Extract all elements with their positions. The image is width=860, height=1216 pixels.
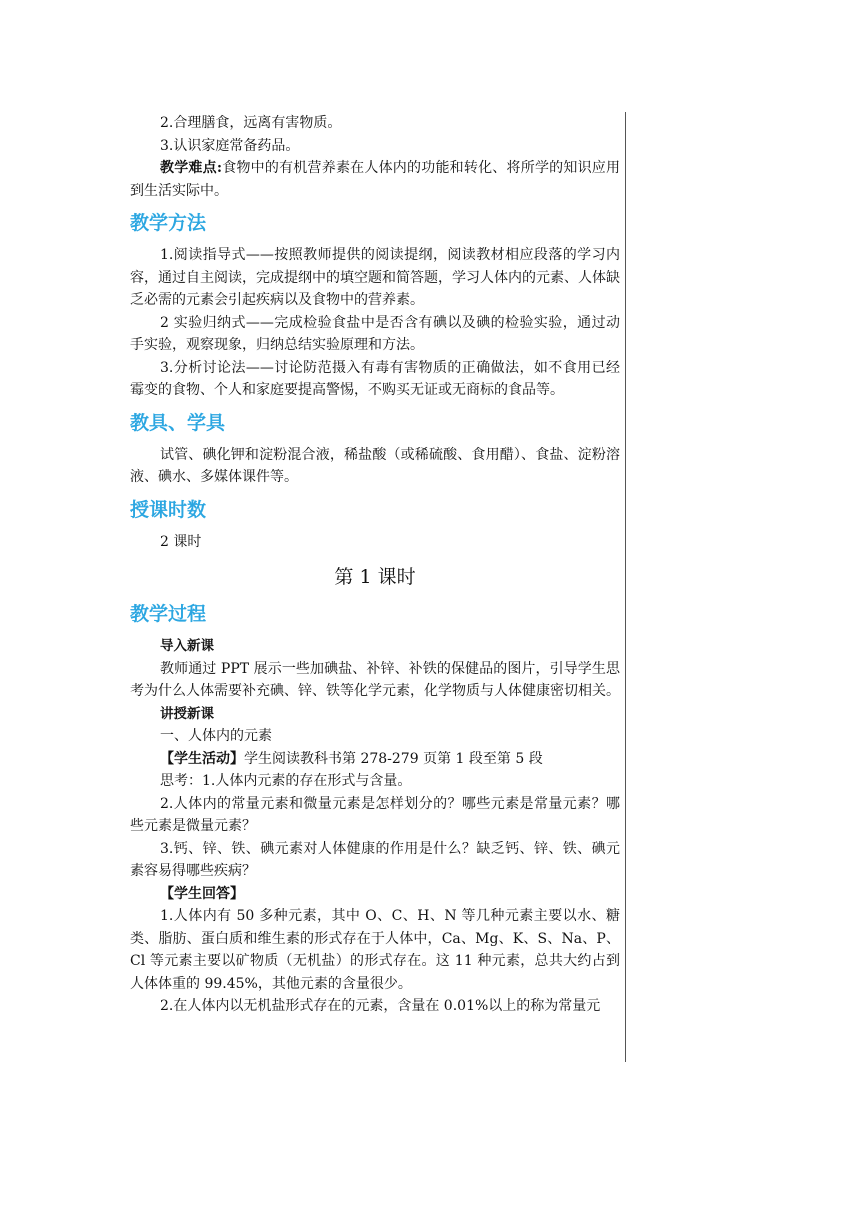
difficulty-label: 教学难点: <box>160 160 223 176</box>
activity-text: 学生阅读教科书第 278-279 页第 1 段至第 5 段 <box>244 750 543 767</box>
tools-text: 试管、碘化钾和淀粉混合液，稀盐酸（或稀硫酸、食用醋）、食盐、淀粉溶液、碘水、多媒体课件等。 <box>130 446 620 485</box>
method-item-3: 3.分析讨论法——讨论防范摄入有毒有害物质的正确做法，如不食用已经霉变的食物、个人和家庭要提高警惕，不购买无证或无商标的食品等。 <box>130 359 620 398</box>
method-item-1: 1.阅读指导式——按照教师提供的阅读提纲，阅读教材相应段落的学习内容，通过自主阅读，完成提纲中的填空题和简答题，学习人体内的元素、人体缺乏必需的元素会引起疾病以及食物中的营养素。 <box>130 247 620 308</box>
question-3: 3.钙、锌、铁、碘元素对人体健康的作用是什么？缺乏钙、锌、铁、碘元素容易得哪些疾病？ <box>130 840 620 879</box>
process-heading: 教学过程 <box>130 603 207 625</box>
answer-2: 2.在人体内以无机盐形式存在的元素，含量在 0.01%以上的称为常量元 <box>160 998 601 1014</box>
answer-label: 【学生回答】 <box>160 885 244 902</box>
answer-label-paragraph <box>130 883 620 906</box>
answer-1: 1.人体内有 50 多种元素，其中 O、C、H、N 等几种元素主要以水、糖类、脂肪、蛋白质和维生素的形式存在于人体中，Ca、Mg、K、S、Na、P、Cl 等元素主要以矿物质（无机盐）的形式存在。这 11 种元素，总共大约占到人体体重的 99.45%，其他元素的含量很少。 <box>130 908 620 992</box>
method-item-2: 2 实验归纳式——完成检验食盐中是否含有碘以及碘的检验实验，通过动手实验，观察现象，归纳总结实验原理和方法。 <box>130 314 620 353</box>
tools-heading: 教具、学具 <box>130 411 226 434</box>
intro-label: 导入新课 <box>160 638 214 654</box>
methods-heading: 教学方法 <box>130 212 207 234</box>
intro-text: 教师通过 PPT 展示一些加碘盐、补锌、补铁的保健品的图片，引导学生思考为什么人体需要补充碘、锌、铁等化学元素，化学物质与人体健康密切相关。 <box>130 660 620 699</box>
activity-paragraph <box>130 748 620 771</box>
activity-label: 【学生活动】 <box>160 750 244 767</box>
difficulty-paragraph <box>130 157 620 202</box>
difficulty-text: 食物中的有机营养素在人体内的功能和转化、将所学的知识应用到生活实际中。 <box>130 160 621 199</box>
page-content <box>130 112 620 1018</box>
question-1: 思考：1.人体内元素的存在形式与含量。 <box>160 773 412 789</box>
objective-line-3: 3.认识家庭常备药品。 <box>160 137 300 154</box>
objective-line-2: 2.合理膳食，远离有害物质。 <box>160 115 342 131</box>
hours-text: 2 课时 <box>160 533 202 550</box>
section-1-title: 一、人体内的元素 <box>160 728 272 744</box>
right-margin-rule <box>625 112 626 1062</box>
lesson-title: 第 1 课时 <box>334 566 416 588</box>
question-2: 2.人体内的常量元素和微量元素是怎样划分的？哪些元素是常量元素？哪些元素是微量元素？ <box>130 795 620 834</box>
hours-heading: 授课时数 <box>130 498 207 521</box>
new-lesson-label: 讲授新课 <box>160 705 214 722</box>
